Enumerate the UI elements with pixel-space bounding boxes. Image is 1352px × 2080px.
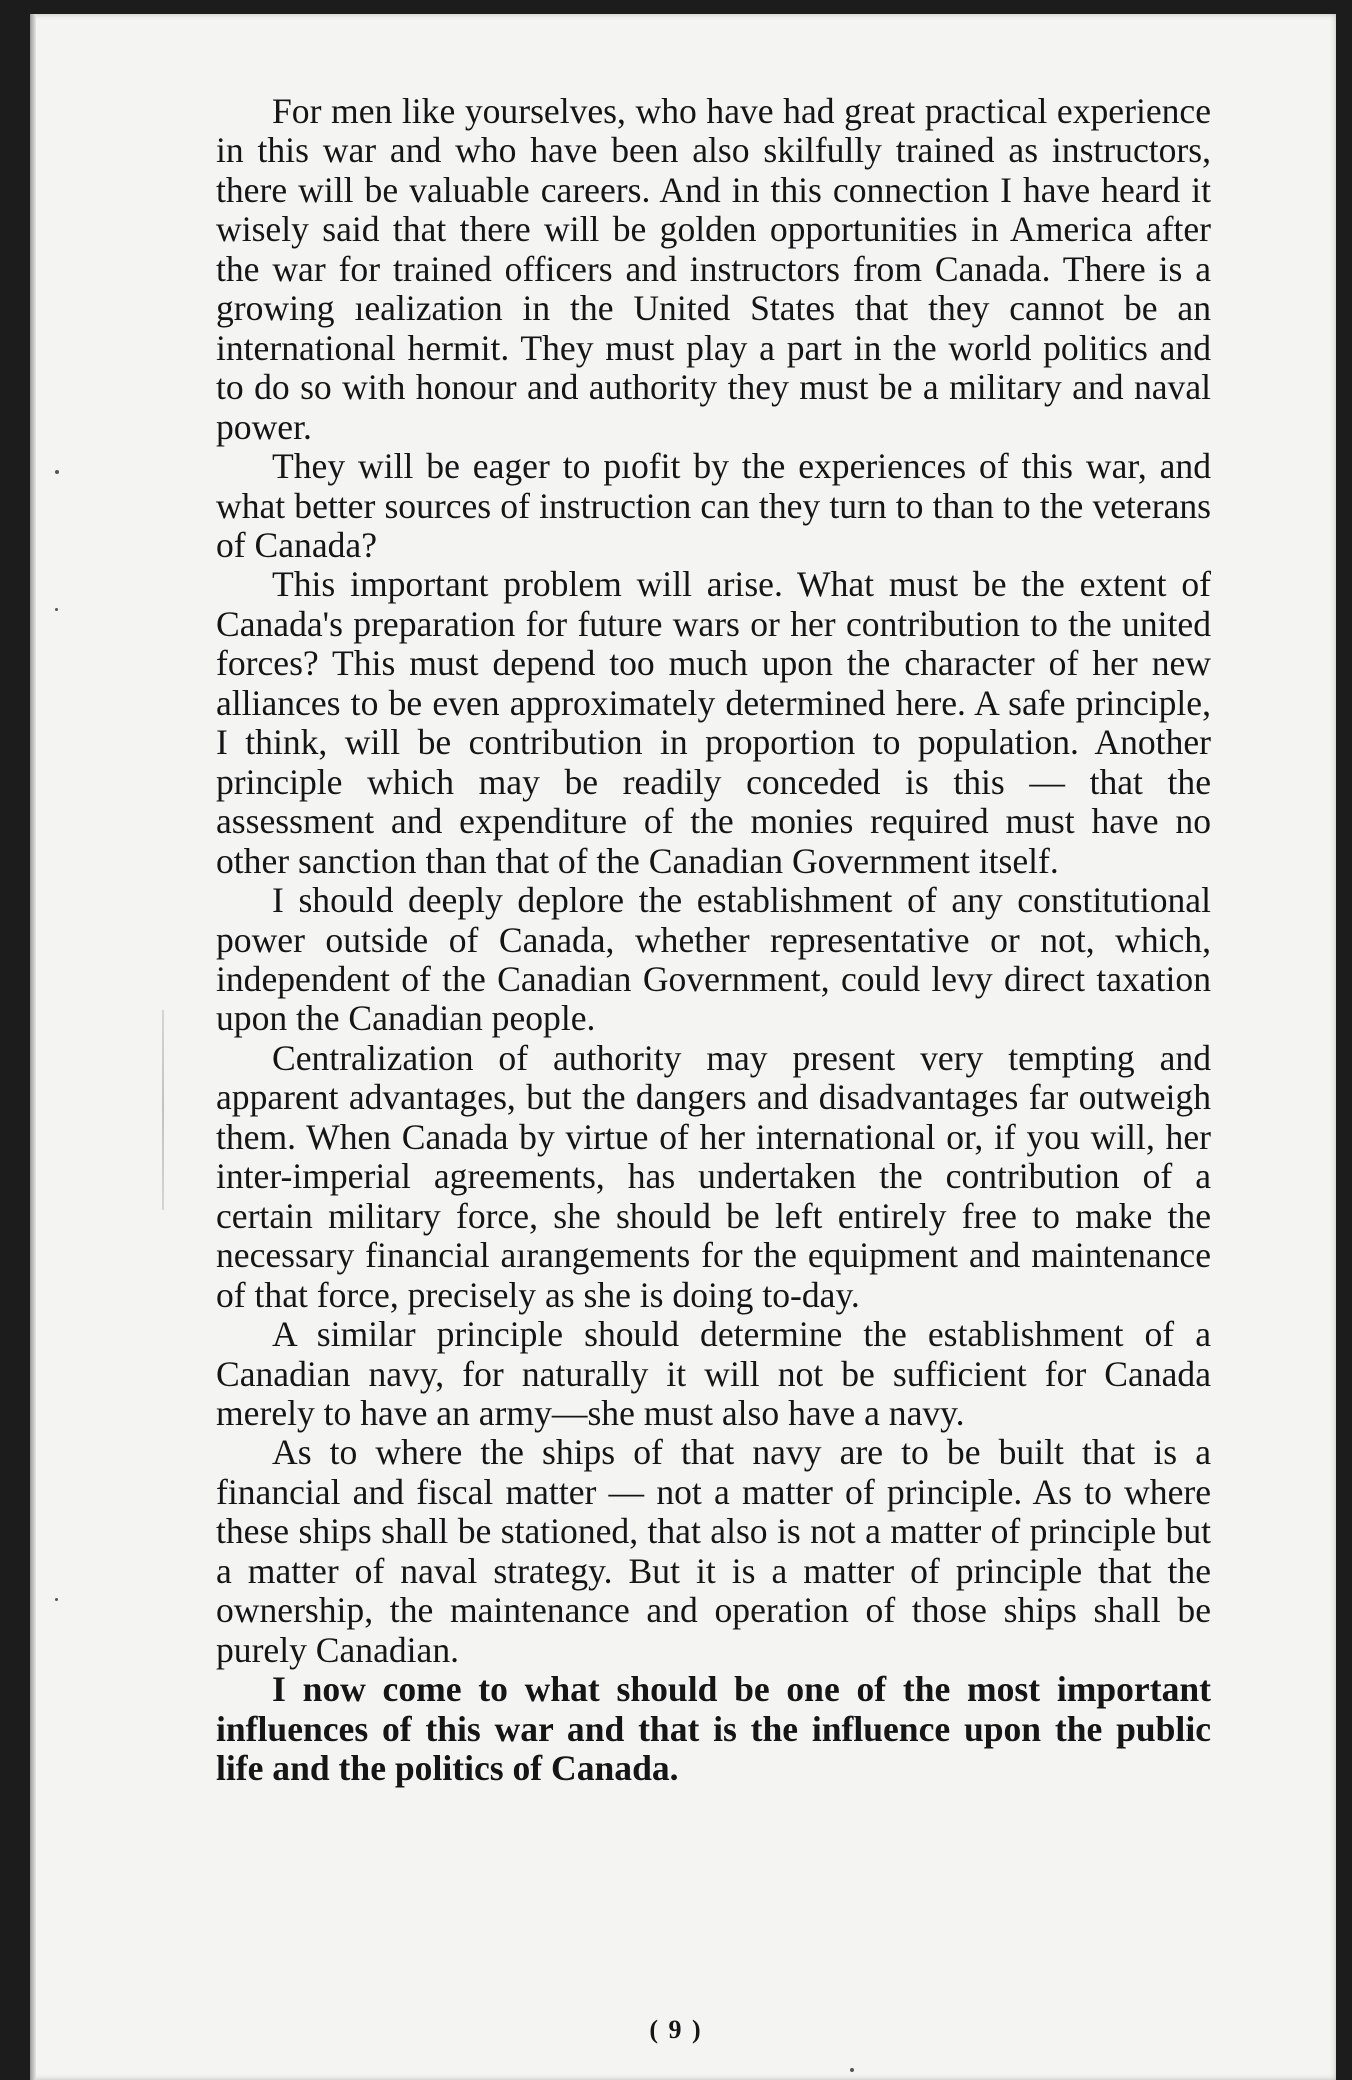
page-left-edge bbox=[30, 14, 36, 2080]
paragraph: I should deeply deplore the establishment of any constitutional power outside of Canada, whether representative or not, which, independent of the Canadian Government, could levy direct taxation upon the Canadian people. bbox=[216, 880, 1211, 1039]
paragraph: A similar principle should determine the establishment of a Canadian navy, for naturally it will not be sufficient for Canada merely to have an army—she must also have a navy. bbox=[216, 1314, 1211, 1433]
margin-speck bbox=[55, 608, 58, 611]
margin-speck bbox=[55, 1598, 58, 1601]
paragraph: I now come to what should be one of the most important influences of this war and that is the influence upon the public life and the politics of Canada. bbox=[216, 1669, 1211, 1789]
margin-speck bbox=[850, 2068, 854, 2072]
paragraph: For men like yourselves, who have had great practical experience in this war and who have been also skilfully trained as instructors, there will be valuable careers. And in this connection I have heard it wisely said that there will be golden opportunities in America after the war for trained officers and instructors from Canada. There is a growing ıealization in the United States that they cannot be an international hermit. They must play a part in the world politics and to do so with honour and authority they must be a military and naval power. bbox=[216, 91, 1211, 447]
margin-mark bbox=[162, 1010, 164, 1210]
paragraph: This important problem will arise. What must be the extent of Canada's preparation for future wars or her contribution to the united forces? This must depend too much upon the character of her new alliances to be even approximately determined here. A safe principle, I think, will be contribution in proportion to population. Another principle which may be readily conceded is this — that the assessment and expenditure of the monies required must have no other sanction than that of the Canadian Government itself. bbox=[216, 564, 1211, 881]
paragraph: They will be eager to pıofit by the experiences of this war, and what better sources of instruction can they turn to than to the veterans of Canada? bbox=[216, 446, 1211, 565]
body-text bbox=[216, 92, 1211, 1788]
margin-speck bbox=[55, 470, 59, 474]
paragraph: As to where the ships of that navy are to be built that is a financial and fiscal matter — not a matter of principle. As to where these ships shall be stationed, that also is not a matter of principle but a matter of naval strategy. But it is a matter of principle that the ownership, the maintenance and operation of those ships shall be purely Canadian. bbox=[216, 1432, 1211, 1670]
paragraph: Centralization of authority may present very tempting and apparent advantages, but the dangers and disadvantages far outweigh them. When Canada by virtue of her international or, if you will, her inter-imperial agreements, has undertaken the contribution of a certain military force, she should be left entirely free to make the necessary financial aırangements for the equipment and maintenance of that force, precisely as she is doing to-day. bbox=[216, 1037, 1211, 1315]
page-number: ( 9 ) bbox=[649, 2015, 703, 2044]
